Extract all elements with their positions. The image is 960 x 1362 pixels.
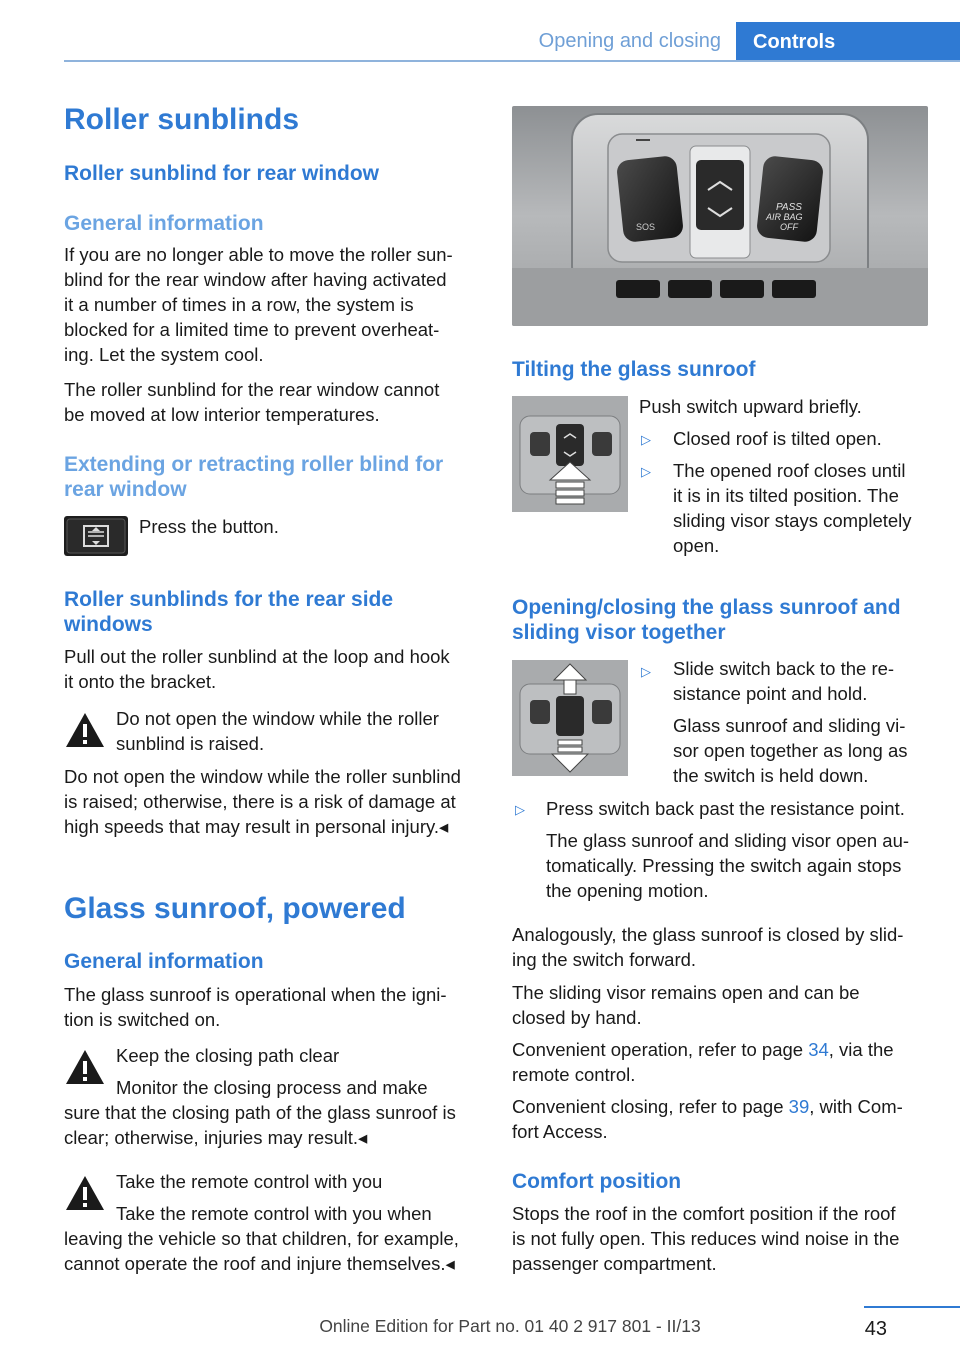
svg-text:AIR BAG: AIR BAG [766,212,803,222]
switch-tilt-image [512,396,628,512]
open-bullet-1-text: Glass sunroof and sliding vi- sor open together as long as the switch is held down. [673,715,908,786]
warning-title-closing-path: Keep the closing path clear [116,1045,340,1066]
paragraph-convenient-closing: Convenient closing, refer to page 39, with Com- fort Access. [512,1096,903,1142]
overhead-console-photo [512,106,928,326]
paragraph-side-blind: Pull out the roller sunblind at the loop and hook it onto the bracket. [64,646,450,692]
warning-title-remote: Take the remote control with you [116,1171,383,1192]
heading-rear-side-windows: Roller sunblinds for the rear side windows [64,588,394,636]
svg-text:PASS: PASS [776,202,802,213]
rear-blind-button-icon [64,516,128,556]
heading-comfort-position: Comfort position [512,1170,682,1193]
warning-title-window: Do not open the window while the roller sunblind is raised. [116,708,439,754]
heading-opening-closing: Opening/closing the glass sunroof and sliding visor together [512,596,901,644]
warning-text-remote: leaving the vehicle so that children, for example, cannot operate the roof and injure themselves.◂ [64,1228,459,1274]
press-button-text: Press the button. [139,516,279,537]
bullet-triangle-icon: ▷ [641,664,651,679]
paragraph-general: If you are no longer able to move the roller sun- blind for the rear window after having activated it a number of times in a row, the system is blocked for a limited time to prevent overheat- ing. Let the system cool. [64,244,453,365]
bullet-triangle-icon: ▷ [515,802,525,817]
svg-text:SOS: SOS [636,222,656,232]
warning-text-closing-path: sure that the closing path of the glass sunroof is clear; otherwise, injuries may result.◂ [64,1102,456,1148]
heading-glass-sunroof: Glass sunroof, powered [64,892,406,925]
page-link-34[interactable]: 34 [808,1039,829,1060]
warning-text-closing-path-1: Monitor the closing process and make [116,1077,428,1098]
open-bullet-1: Slide switch back to the re- sistance point and hold. [673,658,895,704]
warning-icon [64,1174,106,1212]
paragraph-comfort: Stops the roof in the comfort position if the roof is not fully open. This reduces wind noise in the passenger compartment. [512,1203,900,1274]
header-divider [64,60,960,62]
footer-edition: Online Edition for Part no. 01 40 2 917 801 - II/13 [319,1316,701,1336]
page-number: 43 [864,1318,887,1340]
warning-text-remote-1: Take the remote control with you when [116,1203,432,1224]
page-link-39[interactable]: 39 [788,1096,810,1117]
bullet-triangle-icon: ▷ [641,464,651,479]
tilt-bullet-1: Closed roof is tilted open. [673,428,882,449]
heading-roller-sunblinds: Roller sunblinds [64,103,300,136]
tilt-intro: Push switch upward briefly. [639,396,862,417]
warning-icon [64,711,106,749]
footer-divider [864,1306,960,1308]
svg-text:OFF: OFF [780,222,798,232]
heading-rear-window: Roller sunblind for rear window [64,162,380,185]
paragraph-analogously: Analogously, the glass sunroof is closed by slid- ing the switch forward. [512,924,904,970]
paragraph-low-temp: The roller sunblind for the rear window cannot be moved at low interior temperatures. [64,379,440,425]
heading-general-info: General information [64,212,264,235]
bullet-triangle-icon: ▷ [641,432,651,447]
heading-general-info-2: General information [64,950,264,973]
warning-icon [64,1048,106,1086]
header-tab-controls[interactable]: Controls [736,22,960,62]
heading-extend-retract: Extending or retracting roller blind for rear window [64,453,444,501]
header-section: Opening and closing [538,30,721,52]
warning-text-window: Do not open the window while the roller sunblind is raised; otherwise, there is a risk of damage at high speeds that may result in personal injury.◂ [64,766,461,837]
open-bullet-2-text: The glass sunroof and sliding visor open au- tomatically. Pressing the switch again stops the opening motion. [546,830,910,901]
heading-tilting: Tilting the glass sunroof [512,358,756,381]
paragraph-sliding-visor: The sliding visor remains open and can be closed by hand. [512,982,860,1028]
open-bullet-2: Press switch back past the resistance point. [546,798,905,819]
tilt-bullet-2: The opened roof closes until it is in its tilted position. The sliding visor stays completely open. [673,460,912,556]
switch-slide-image [512,660,628,776]
paragraph-ignition: The glass sunroof is operational when the igni- tion is switched on. [64,984,447,1030]
paragraph-convenient-operation: Convenient operation, refer to page 34, via the remote control. [512,1039,894,1085]
